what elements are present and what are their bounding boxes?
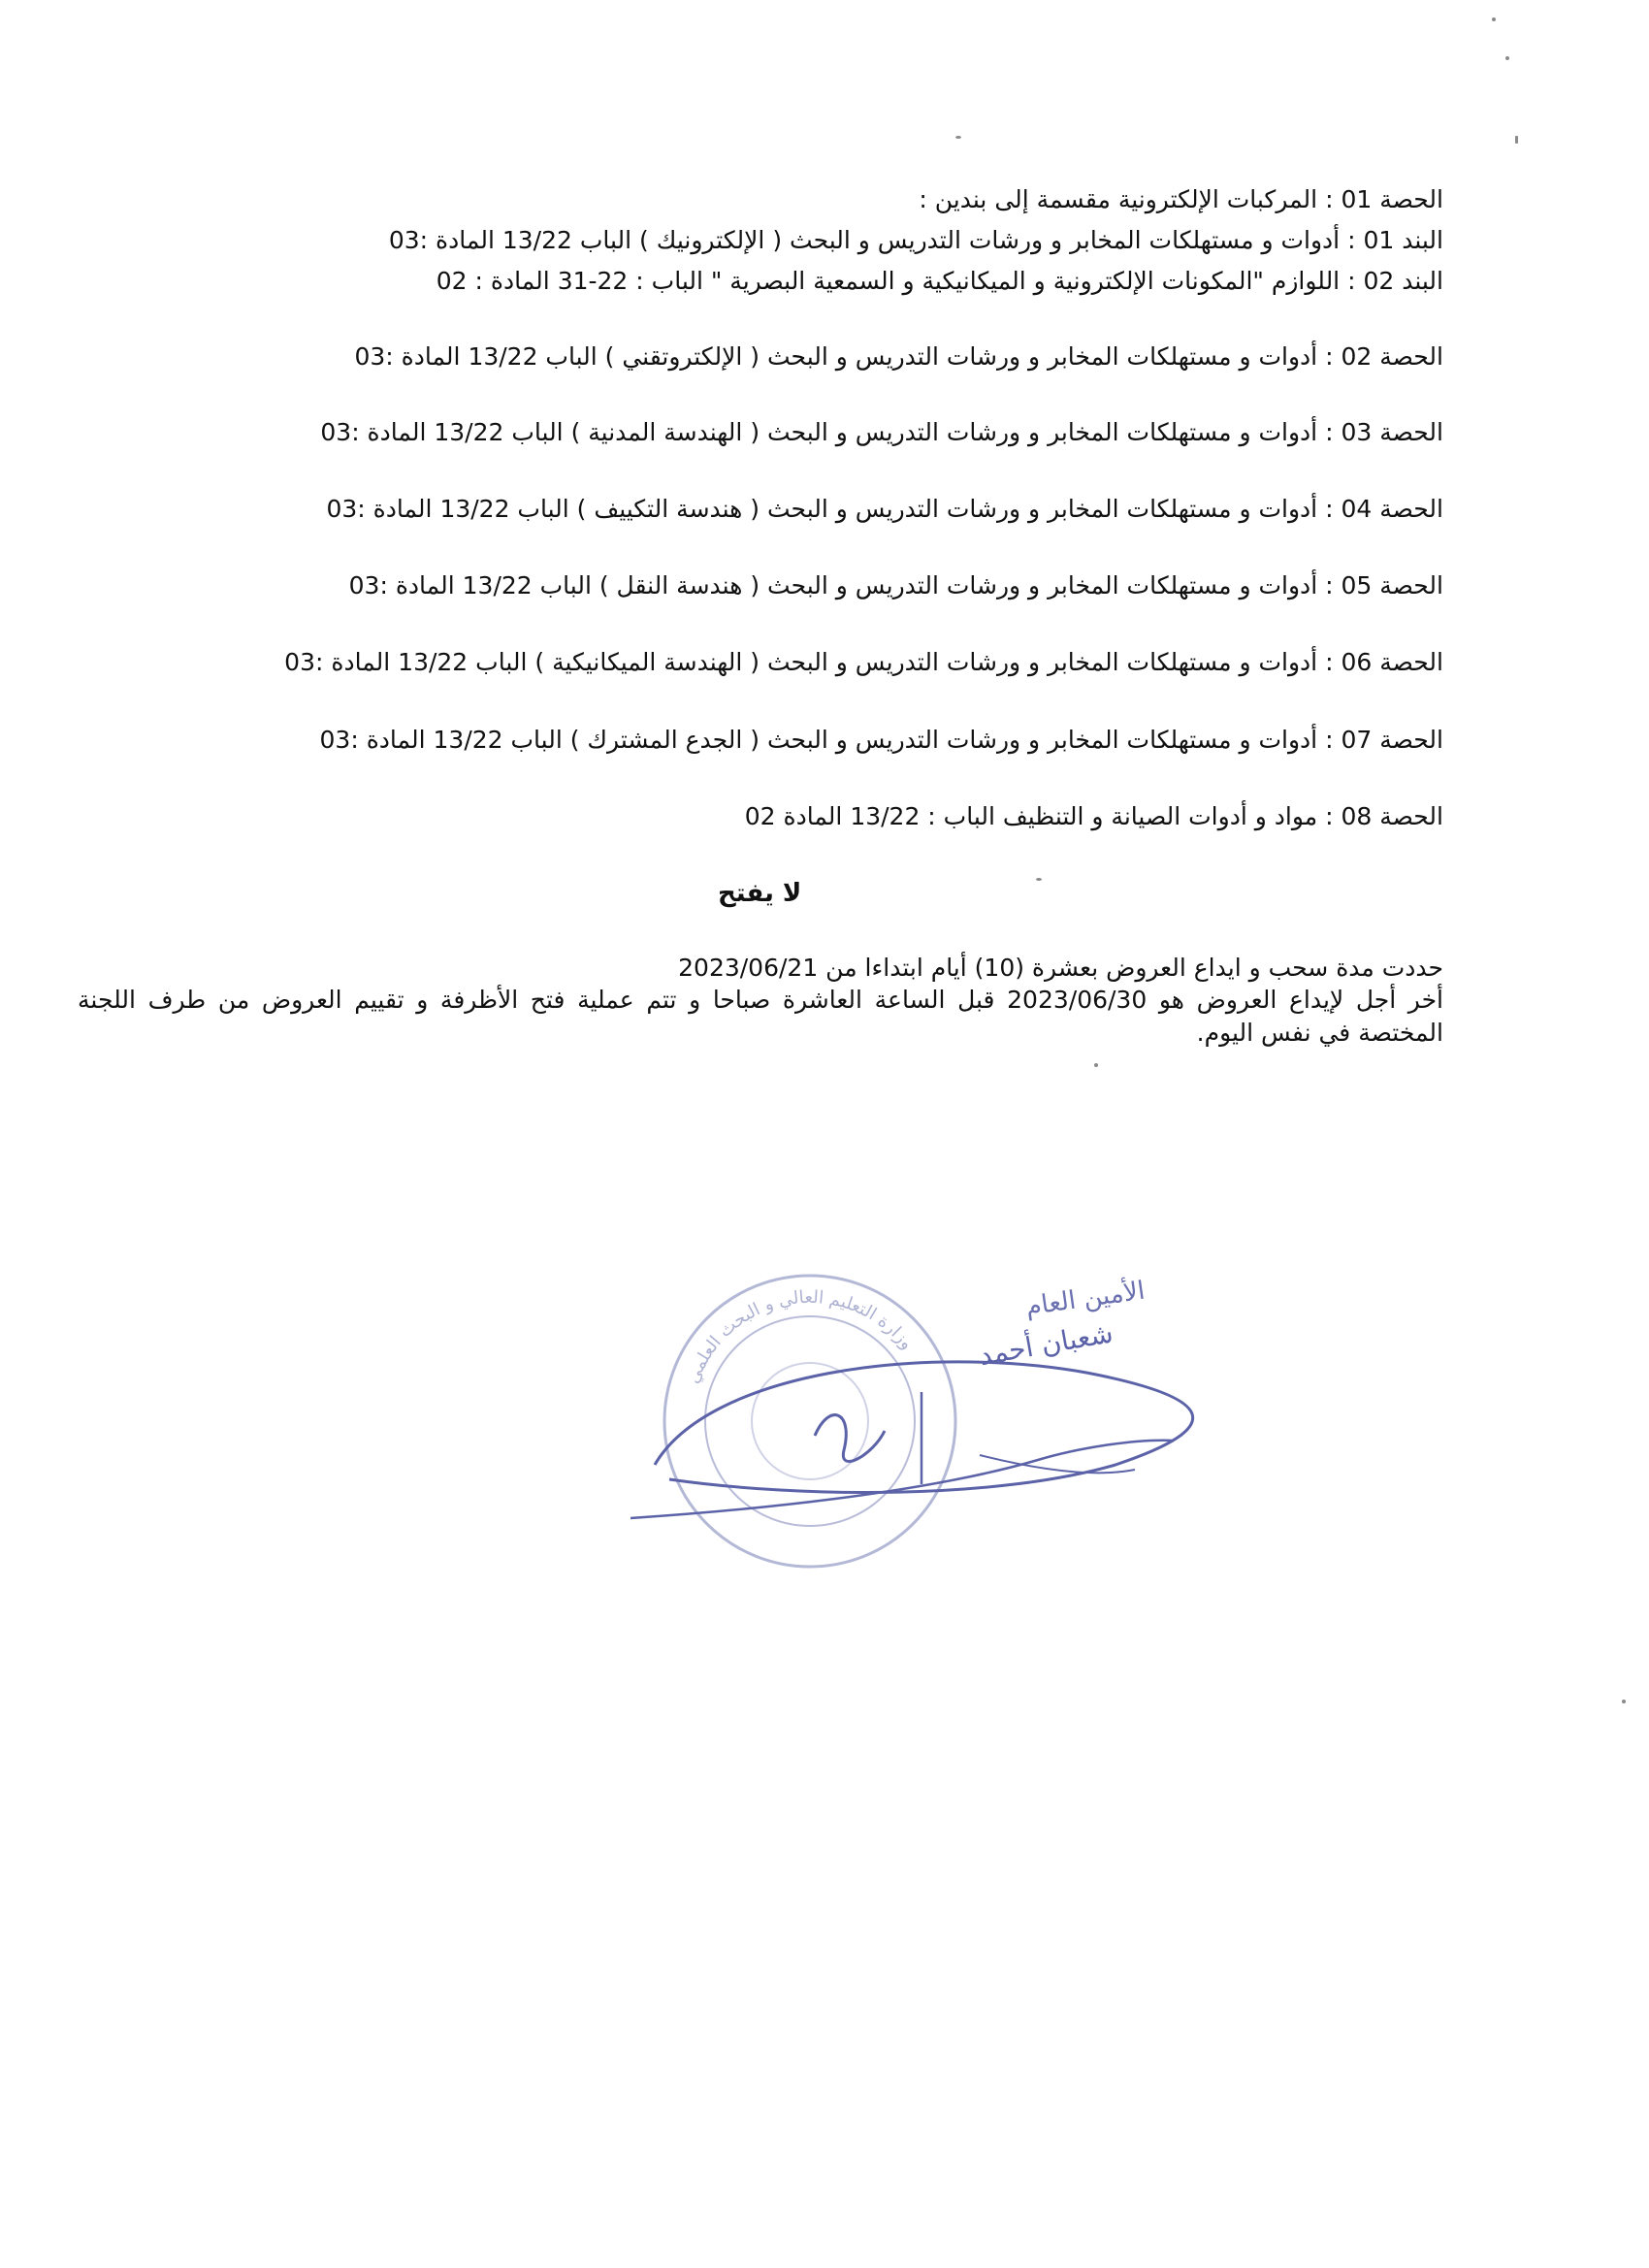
withdrawal-period-line: حددت مدة سحب و ايداع العروض بعشرة (10) أيام ابتداءا من 2023/06/21 <box>678 954 1443 982</box>
scan-speck <box>955 136 961 139</box>
signature-flourish <box>815 1415 885 1462</box>
scan-speck <box>1622 1700 1626 1703</box>
stamp-inner-ring <box>705 1316 915 1526</box>
official-stamp-and-signature <box>630 1256 1242 1586</box>
lot-03: الحصة 03 : أدوات و مستهلكات المخابر و ورشات التدريس و البحث ( الهندسة المدنية ) الباب 13/22 المادة :03 <box>320 418 1443 446</box>
lot-01-heading: الحصة 01 : المركبات الإلكترونية مقسمة إلى بندين : <box>919 185 1443 213</box>
scan-speck <box>1505 56 1509 60</box>
signatory-name: شعبان أحمد <box>976 1316 1116 1372</box>
lot-04: الحصة 04 : أدوات و مستهلكات المخابر و ورشات التدريس و البحث ( هندسة التكييف ) الباب 13/22 المادة :03 <box>326 495 1443 523</box>
lot-07: الحصة 07 : أدوات و مستهلكات المخابر و ورشات التدريس و البحث ( الجدع المشترك ) الباب 13/22 المادة :03 <box>319 726 1443 754</box>
scan-speck <box>1492 17 1496 21</box>
lot-08: الحصة 08 : مواد و أدوات الصيانة و التنظيف الباب : 13/22 المادة 02 <box>744 802 1443 830</box>
stamp-outer-ring <box>664 1276 955 1567</box>
scan-speck <box>1036 878 1042 881</box>
lot-01-item-02: البند 02 : اللوازم "المكونات الإلكترونية و الميكانيكية و السمعية البصرية " الباب : 22-31 المادة : 02 <box>436 267 1443 295</box>
signatory-title: الأمين العام <box>1023 1276 1148 1322</box>
lot-02: الحصة 02 : أدوات و مستهلكات المخابر و ورشات التدريس و البحث ( الإلكتروتقني ) الباب 13/22 المادة :03 <box>354 342 1443 371</box>
scan-speck <box>1515 136 1518 144</box>
scan-speck <box>1094 1063 1098 1067</box>
lot-01-item-01: البند 01 : أدوات و مستهلكات المخابر و ورشات التدريس و البحث ( الإلكترونيك ) الباب 13/22 المادة :03 <box>388 226 1443 254</box>
stamp-ring-text: وزارة التعليم العالي و البحث العلمي <box>682 1286 918 1387</box>
lot-05: الحصة 05 : أدوات و مستهلكات المخابر و ورشات التدريس و البحث ( هندسة النقل ) الباب 13/22 المادة :03 <box>348 571 1443 599</box>
deadline-paragraph: أخر أجل لإيداع العروض هو 2023/06/30 قبل الساعة العاشرة صباحا و تتم عملية فتح الأظرفة و تقييم العروض من طرف اللجنة المختصة في نفس اليوم. <box>78 986 1443 1047</box>
lot-06: الحصة 06 : أدوات و مستهلكات المخابر و ورشات التدريس و البحث ( الهندسة الميكانيكية ) الباب 13/22 المادة :03 <box>284 648 1443 676</box>
do-not-open-notice: لا يفتح <box>718 879 802 908</box>
signature-underline <box>630 1441 1174 1518</box>
stamp-signature-graphic <box>630 1256 1242 1586</box>
